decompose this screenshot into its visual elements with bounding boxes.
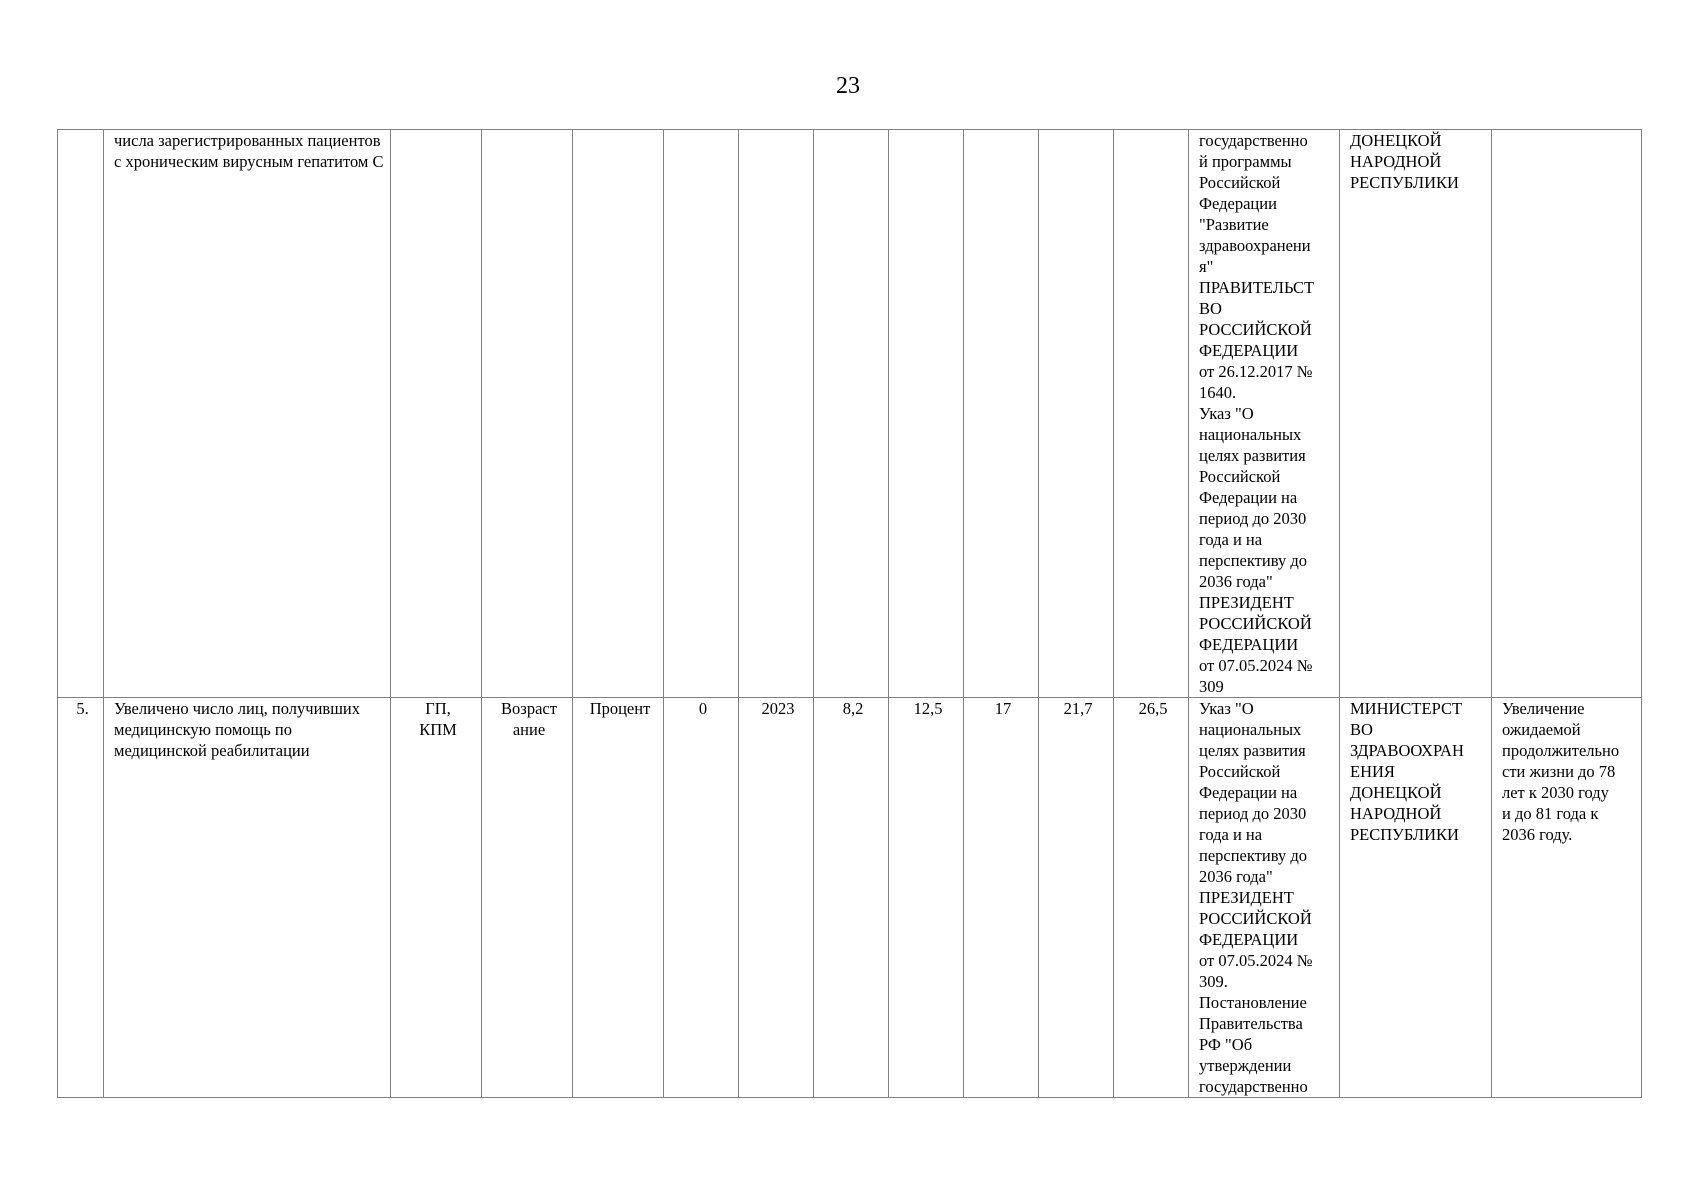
cell-trend bbox=[482, 130, 573, 698]
cell-value-2 bbox=[889, 130, 964, 698]
cell-indicator-name: числа зарегистрированных пациентов с хроническим вирусным гепатитом С bbox=[104, 130, 391, 698]
page-number: 23 bbox=[836, 73, 860, 99]
cell-indicator-name: Увеличено число лиц, получивших медицинскую помощь по медицинской реабилитации bbox=[104, 698, 391, 1098]
indicators-table bbox=[57, 129, 1642, 1098]
cell-value-1: 8,2 bbox=[814, 698, 889, 1098]
cell-base-year: 2023 bbox=[739, 698, 814, 1098]
cell-documents: Указ "О национальных целях развития Российской Федерации на период до 2030 года и на перспективу до 2036 года" ПРЕЗИДЕНТ РОССИЙСКОЙ ФЕДЕРАЦИИ от 07.05.2024 № 309. Постановление Правительства РФ "Об утверждении государственно bbox=[1189, 698, 1340, 1098]
cell-responsible: ДОНЕЦКОЙ НАРОДНОЙ РЕСПУБЛИКИ bbox=[1340, 130, 1492, 698]
cell-base-value: 0 bbox=[664, 698, 739, 1098]
cell-value-2: 12,5 bbox=[889, 698, 964, 1098]
cell-trend: Возраст ание bbox=[482, 698, 573, 1098]
cell-unit bbox=[573, 130, 664, 698]
cell-number: 5. bbox=[58, 698, 104, 1098]
cell-link: Увеличение ожидаемой продолжительно сти жизни до 78 лет к 2030 году и до 81 года к 2036 году. bbox=[1492, 698, 1642, 1098]
table-row bbox=[58, 130, 1642, 698]
cell-link bbox=[1492, 130, 1642, 698]
cell-value-3: 17 bbox=[964, 698, 1039, 1098]
cell-level: ГП, КПМ bbox=[391, 698, 482, 1098]
cell-base-year bbox=[739, 130, 814, 698]
cell-value-3 bbox=[964, 130, 1039, 698]
cell-number bbox=[58, 130, 104, 698]
cell-unit: Процент bbox=[573, 698, 664, 1098]
cell-value-1 bbox=[814, 130, 889, 698]
cell-value-4 bbox=[1039, 130, 1114, 698]
cell-base-value bbox=[664, 130, 739, 698]
table-row bbox=[58, 698, 1642, 1098]
cell-value-5 bbox=[1114, 130, 1189, 698]
cell-value-5: 26,5 bbox=[1114, 698, 1189, 1098]
cell-value-4: 21,7 bbox=[1039, 698, 1114, 1098]
cell-documents: государственно й программы Российской Федерации "Развитие здравоохранени я" ПРАВИТЕЛЬСТ ВО РОССИЙСКОЙ ФЕДЕРАЦИИ от 26.12.2017 № 1640. Указ "О национальных целях развития Российской Федерации на период до 2030 года и на перспективу до 2036 года" ПРЕЗИДЕНТ РОССИЙСКОЙ ФЕДЕРАЦИИ от 07.05.2024 № 309 bbox=[1189, 130, 1340, 698]
cell-responsible: МИНИСТЕРСТ ВО ЗДРАВООХРАН ЕНИЯ ДОНЕЦКОЙ НАРОДНОЙ РЕСПУБЛИКИ bbox=[1340, 698, 1492, 1098]
cell-level bbox=[391, 130, 482, 698]
